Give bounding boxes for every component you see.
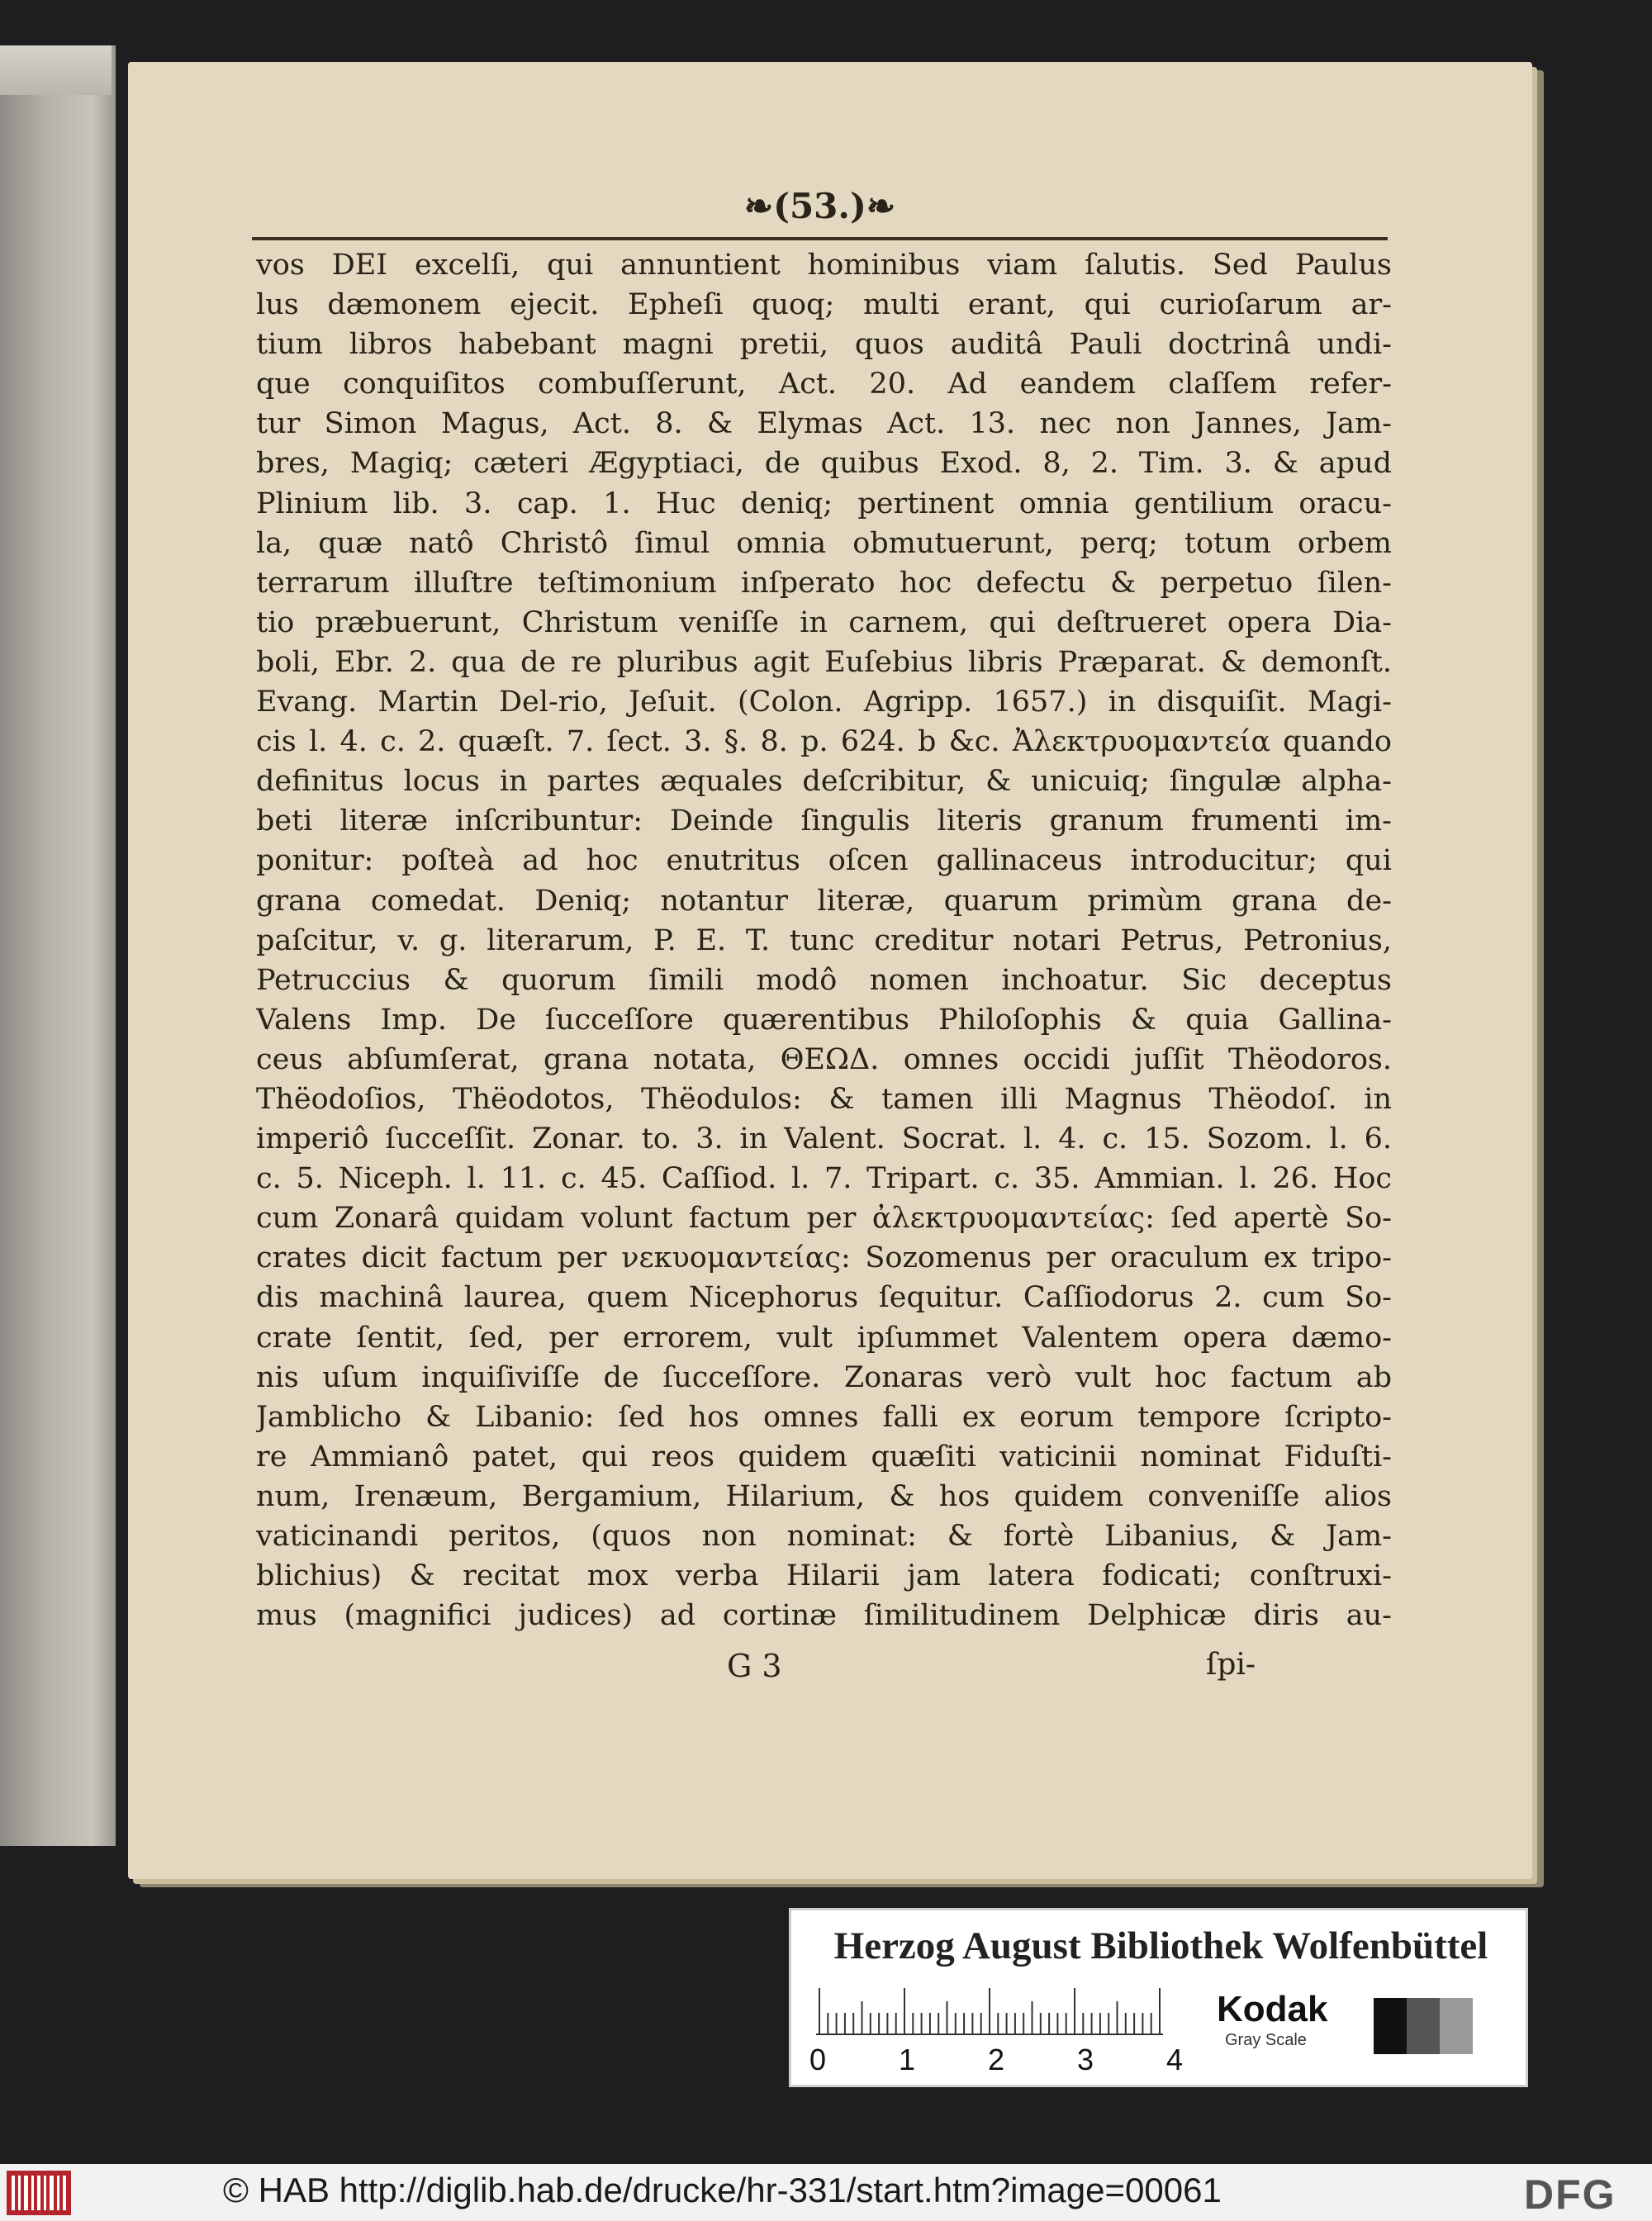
text-line: Plinium lib. 3. cap. 1. Huc deniq; pertinent omnia gentilium oracu-	[256, 486, 1392, 520]
text-line: Thëodoſios, Thëodotos, Thëodulos: & tamen illi Magnus Thëodoſ. in	[256, 1082, 1392, 1116]
text-line: Petruccius & quorum ſimili modô nomen inchoatur. Sic deceptus	[256, 963, 1392, 997]
dfg-logo: DFG	[1524, 2171, 1616, 2218]
text-line: terrarum illuſtre teſtimonium inſperato hoc defectu & perpetuo ſilen-	[256, 566, 1392, 600]
color-scale-card	[789, 1908, 1528, 2087]
text-line: la, quæ natô Christô ſimul omnia obmutuerunt, perq; totum orbem	[256, 526, 1392, 560]
text-line: num, Irenæum, Bergamium, Hilarium, & hos quidem conveniſſe alios	[256, 1479, 1392, 1513]
library-name: Herzog August Bibliothek Wolfenbüttel	[833, 1924, 1488, 1967]
text-line: Jamblicho & Libanio: ſed hos omnes falli ex eorum tempore ſcripto-	[256, 1400, 1392, 1434]
footer-bar	[0, 2164, 1652, 2221]
text-line: blichius) & recitat mox verba Hilarii jam latera fodicati; conſtruxi-	[256, 1559, 1392, 1593]
text-line: tur Simon Magus, Act. 8. & Elymas Act. 13. nec non Jannes, Jam-	[256, 407, 1392, 441]
gray-swatch-light	[1440, 1998, 1473, 2054]
kodak-logo: Kodak	[1217, 1989, 1328, 2029]
text-line: paſcitur, v. g. literarum, P. E. T. tunc creditur notari Petrus, Petronius,	[256, 923, 1392, 957]
text-line: tium libros habebant magni pretii, quos auditâ Pauli doctrinâ undi-	[256, 328, 1392, 362]
copyright-url: © HAB http://diglib.hab.de/drucke/hr-331/start.htm?image=00061	[223, 2171, 1222, 2209]
text-line: beti literæ inſcribuntur: Deinde ſingulis literis granum frumenti im-	[256, 804, 1392, 838]
ruler-icon	[816, 1986, 1163, 2036]
ruler-number: 3	[1077, 2043, 1094, 2076]
text-line: cum Zonarâ quidam volunt factum per ἀλεκτρυομαντείας: ſed apertè So-	[256, 1202, 1392, 1236]
text-line: cis l. 4. c. 2. quæſt. 7. ſect. 3. §. 8. p. 624. b &c. Ἀλεκτρυομαντεία quando	[256, 725, 1392, 759]
text-line: c. 5. Niceph. l. 11. c. 45. Caſſiod. l. 7. Tripart. c. 35. Ammian. l. 26. Hoc	[256, 1162, 1392, 1196]
text-line: re Ammianô patet, qui reos quidem quæſiti vaticinii nominat Fiduſti-	[256, 1440, 1392, 1474]
text-line: lus dæmonem ejecit. Epheſi quoq; multi erant, qui curioſarum ar-	[256, 288, 1392, 322]
barcode-icon	[7, 2171, 71, 2215]
ruler-number: 1	[899, 2043, 916, 2076]
text-line: tio præbuerunt, Christum veniſſe in carnem, qui deſtrueret opera Dia-	[256, 605, 1392, 639]
text-line: vos DEI excelſi, qui annuntient hominibus viam ſalutis. Sed Paulus	[256, 249, 1392, 282]
book-page	[128, 62, 1532, 1879]
ruler-number: 0	[809, 2043, 827, 2076]
text-line: grana comedat. Deniq; notantur literæ, quarum primùm grana de-	[256, 884, 1392, 918]
text-line: que conquiſitos combuſſerunt, Act. 20. Ad eandem claſſem refer-	[256, 368, 1392, 401]
text-line: nis uſum inquiſiviſſe de ſucceſſore. Zonaras verò vult hoc factum ab	[256, 1360, 1392, 1394]
gray-swatch-dark	[1407, 1998, 1440, 2054]
body-text	[256, 245, 1392, 1635]
text-line: dis machinâ laurea, quem Nicephorus ſequitur. Caſſiodorus 2. cum So-	[256, 1281, 1392, 1315]
adjacent-page-edge	[0, 45, 116, 1846]
text-line: boli, Ebr. 2. qua de re pluribus agit Euſebius libris Præparat. & demonſt.	[256, 645, 1392, 679]
text-line: Valens Imp. De ſucceſſore quærentibus Philoſophis & quia Gallina-	[256, 1003, 1392, 1037]
catchword: ſpi-	[1206, 1648, 1256, 1682]
adjacent-page-top	[0, 45, 112, 95]
ruler-number: 4	[1166, 2043, 1184, 2076]
text-line: bres, Magiq; cæteri Ægyptiaci, de quibus Exod. 8, 2. Tim. 3. & apud	[256, 447, 1392, 481]
ruler-number: 2	[988, 2043, 1005, 2076]
text-line: mus (magnifici judices) ad cortinæ ſimilitudinem Delphicæ diris au-	[256, 1599, 1392, 1633]
text-line: vaticinandi peritos, (quos non nominat: & fortè Libanius, & Jam-	[256, 1520, 1392, 1553]
text-line: crates dicit factum per νεκυομαντείας: Sozomenus per oraculum ex tripo-	[256, 1241, 1392, 1275]
gray-scale-label: Gray Scale	[1225, 2031, 1307, 2049]
text-line: ceus abſumſerat, grana notata, ΘΕΩΔ. omnes occidi juſſit Thëodoros.	[256, 1042, 1392, 1076]
text-line: Evang. Martin Del-rio, Jeſuit. (Colon. Agripp. 1657.) in disquiſit. Magi-	[256, 686, 1392, 719]
gray-swatch-black	[1374, 1998, 1407, 2054]
signature-mark: G 3	[727, 1648, 782, 1684]
text-line: imperiô ſucceſſit. Zonar. to. 3. in Valent. Socrat. l. 4. c. 15. Sozom. l. 6.	[256, 1122, 1392, 1156]
header-rule	[252, 237, 1388, 240]
text-line: definitus locus in partes æquales deſcribitur, & unicuiq; ſingulæ alpha-	[256, 765, 1392, 799]
text-line: crate ſentit, ſed, per errorem, vult ipſummet Valentem opera dæmo-	[256, 1321, 1392, 1355]
page-number-header: ❧(53.)❧	[743, 186, 896, 226]
text-line: ponitur: poſteà ad hoc enutritus oſcen gallinaceus introducitur; qui	[256, 844, 1392, 878]
